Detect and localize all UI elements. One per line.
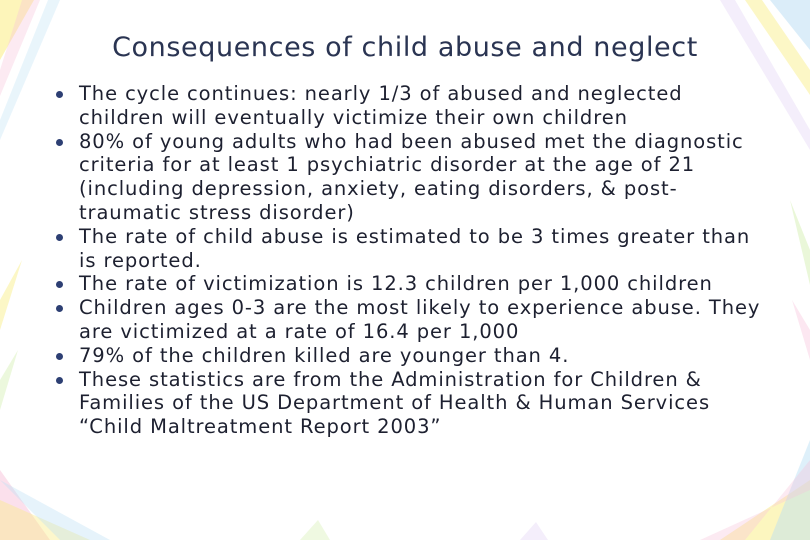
bullet-icon — [56, 234, 63, 241]
bullet-text: The cycle continues: nearly 1/3 of abused and neglected children will eventually victimize their own children — [79, 82, 683, 129]
ray-top-left-3 — [0, 0, 60, 140]
ray-bottom-right-2 — [770, 440, 810, 540]
ray-bottom-right-1 — [720, 480, 810, 540]
list-item — [54, 130, 774, 225]
ray-bottom-left-1 — [0, 470, 50, 540]
ray-bottom-1 — [300, 520, 330, 540]
bullet-text: These statistics are from the Administration for Children & Families of the US Department of Health & Human Services “Child Maltreatment Report 2003” — [79, 367, 711, 439]
list-item — [54, 368, 774, 439]
bullet-text: 80% of young adults who had been abused met the diagnostic criteria for at least 1 psychiatric disorder at the age of 21 (including depression, anxiety, eating disorders, & post-traumatic stress disorder) — [79, 129, 744, 224]
bullet-icon — [56, 281, 63, 288]
bullet-icon — [56, 353, 63, 360]
list-item — [54, 296, 774, 344]
bullet-list — [54, 82, 774, 439]
bullet-text: Children ages 0-3 are the most likely to experience abuse. They are victimized at a rate of 16.4 per 1,000 — [79, 296, 761, 343]
bullet-text: The rate of child abuse is estimated to be 3 times greater than is reported. — [79, 224, 751, 272]
ray-right-1 — [790, 200, 810, 285]
ray-left-2 — [0, 350, 18, 410]
ray-bottom-left-3 — [0, 480, 110, 540]
ray-right-2 — [792, 300, 810, 360]
list-item — [54, 225, 774, 273]
list-item — [54, 82, 774, 130]
list-item — [54, 272, 774, 296]
bullet-icon — [56, 305, 63, 312]
bullet-icon — [56, 139, 63, 146]
bullet-icon — [56, 91, 63, 98]
list-item — [54, 344, 774, 368]
slide-title: Consequences of child abuse and neglect — [112, 32, 698, 63]
ray-bottom-left-2 — [0, 500, 90, 540]
bullet-icon — [56, 377, 63, 384]
ray-bottom-right-3 — [700, 460, 810, 540]
bullet-text: The rate of victimization is 12.3 children per 1,000 children — [79, 272, 713, 296]
bullet-text: 79% of the children killed are younger than 4. — [79, 343, 570, 367]
ray-left-1 — [0, 260, 22, 330]
ray-bottom-2 — [520, 522, 548, 540]
